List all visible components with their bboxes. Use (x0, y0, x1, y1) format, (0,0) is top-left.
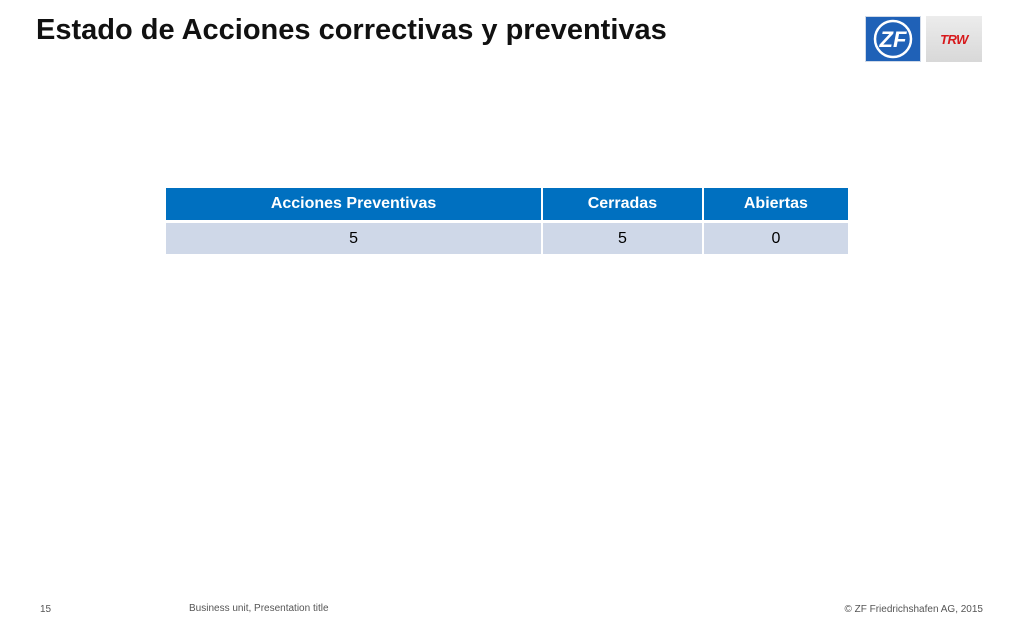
header-acciones-preventivas: Acciones Preventivas (166, 188, 543, 223)
trw-logo-text: TRW (940, 31, 968, 47)
footer-business-unit: Business unit, Presentation title (189, 603, 329, 614)
actions-status-table (166, 188, 848, 254)
table-row (166, 223, 848, 254)
footer-copyright: © ZF Friedrichshafen AG, 2015 (844, 604, 983, 615)
zf-logo-text: ZF (879, 27, 907, 52)
zf-logo (865, 16, 921, 62)
zf-logo-icon (870, 19, 916, 59)
table-header-row (166, 188, 848, 223)
cell-cerradas: 5 (543, 223, 704, 254)
slide-title: Estado de Acciones correctivas y preventivas (36, 14, 667, 46)
trw-logo (926, 16, 982, 62)
page-number: 15 (40, 604, 52, 615)
header-abiertas: Abiertas (704, 188, 848, 223)
cell-acciones-preventivas: 5 (166, 223, 543, 254)
cell-abiertas: 0 (704, 223, 848, 254)
header-cerradas: Cerradas (543, 188, 704, 223)
